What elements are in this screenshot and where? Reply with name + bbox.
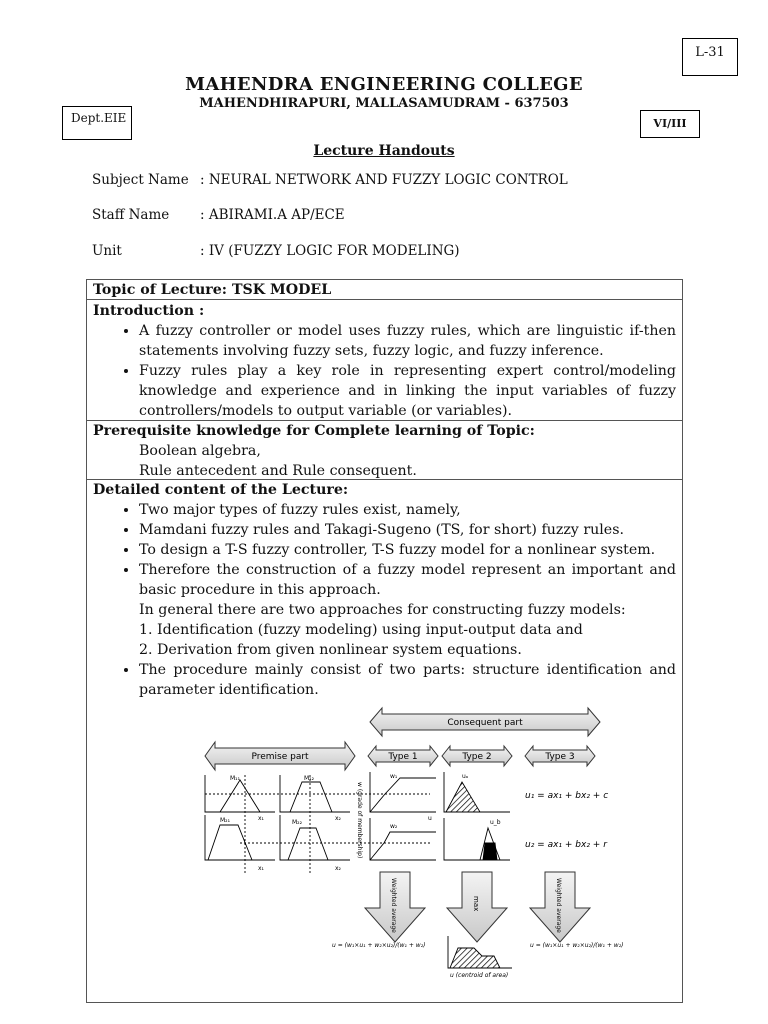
x1-label: x₁: [258, 815, 264, 822]
tsk-model-figure: [200, 700, 624, 980]
topic-value: : TSK MODEL: [221, 282, 332, 298]
x2-label-2: x₂: [335, 865, 341, 872]
consequent-part-arrow: [370, 708, 600, 736]
subject-value: : NEURAL NETWORK AND FUZZY LOGIC CONTROL: [200, 172, 568, 188]
document-heading: Lecture Handouts: [313, 143, 455, 159]
premise-labels: [220, 775, 363, 872]
detail-bullet: • Mamdani fuzzy rules and Takagi-Sugeno (TS, for short) fuzzy rules.: [139, 520, 676, 540]
intro-bullet: • Fuzzy rules play a key role in representing expert control/modeling knowledge and experience and in linking the input variables of fuzzy controllers/models to output variable (or variables).: [139, 361, 676, 421]
detail-bullet: • Therefore the construction of a fuzzy model represent an important and basic procedure in this approach.: [139, 560, 676, 600]
lecture-number-box: L-31: [682, 38, 738, 76]
weighted-average-label-2: Weighted average: [555, 878, 562, 933]
prerequisite-title: Prerequisite knowledge for Complete learning of Topic:: [93, 423, 535, 439]
staff-row: [92, 207, 345, 223]
detail-bullet: • To design a T-S fuzzy controller, T-S fuzzy model for a nonlinear system.: [139, 540, 676, 560]
topic-row: [93, 280, 676, 300]
detailed-section: [93, 480, 676, 700]
type2-arrow: [442, 746, 512, 766]
type2-label: Type 2: [462, 752, 492, 762]
subject-row: [92, 172, 568, 188]
x2-label: x₂: [335, 815, 341, 822]
detail-paragraph: 1. Identification (fuzzy modeling) using input-output data and: [139, 622, 583, 638]
down-arrow-max: [447, 872, 507, 942]
semester-box: VI/III: [640, 110, 700, 138]
type3-label: Type 3: [545, 752, 575, 762]
prerequisite-line: Rule antecedent and Rule consequent.: [139, 463, 417, 479]
introduction-title: Introduction :: [93, 303, 205, 319]
weighted-average-label: Weighted average: [390, 878, 397, 933]
ub-label: u_b: [490, 819, 501, 826]
equation-u1: u₁ = ax₁ + bx₂ + c: [525, 791, 609, 801]
college-address: MAHENDHIRAPURI, MALLASAMUDRAM - 637503: [199, 96, 569, 111]
down-arrow-weighted-right: [530, 872, 590, 942]
m12-label: M₁₂: [304, 775, 314, 782]
type1-arrow: [368, 746, 438, 766]
formula-left: u = (w₁×u₁ + w₂×u₂)/(w₁ + w₂): [332, 942, 426, 949]
u-label: u: [428, 815, 432, 822]
staff-label: Staff Name: [92, 207, 170, 223]
type1-label: Type 1: [388, 752, 418, 762]
w2-label: w₂: [390, 823, 398, 830]
equation-u2: u₂ = ax₁ + bx₂ + r: [525, 840, 607, 850]
y-axis-label: w (grade of membership): [356, 782, 363, 859]
unit-row: [92, 243, 460, 259]
type2-plots: [444, 772, 510, 860]
premise-part-arrow: [205, 742, 355, 770]
max-label: max: [472, 896, 480, 912]
m22-label: M₂₂: [292, 819, 302, 826]
type3-arrow: [525, 746, 595, 766]
formula-right: u = (w₁×u₁ + w₂×u₂)/(w₁ + w₂): [530, 942, 624, 949]
m21-label: M₂₁: [220, 817, 230, 824]
department-box: Dept.EIE: [62, 106, 132, 140]
prerequisite-section: [93, 421, 676, 481]
college-name: MAHENDRA ENGINEERING COLLEGE: [185, 74, 583, 95]
unit-value: : IV (FUZZY LOGIC FOR MODELING): [200, 243, 460, 259]
type1-plots: [370, 772, 436, 860]
detail-bullet: • Two major types of fuzzy rules exist, namely,: [139, 500, 676, 520]
aggregate-output-plot: [448, 936, 512, 968]
ua-label: uₐ: [462, 773, 469, 780]
detail-bullet: • The procedure mainly consist of two parts: structure identification and parameter identification.: [139, 660, 676, 700]
detailed-title: Detailed content of the Lecture:: [93, 482, 349, 498]
down-arrow-weighted-left: [365, 872, 425, 942]
detail-paragraph: In general there are two approaches for constructing fuzzy models:: [139, 602, 626, 618]
centroid-label: u (centroid of area): [450, 972, 509, 979]
unit-label: Unit: [92, 243, 122, 259]
detail-paragraph: 2. Derivation from given nonlinear system equations.: [139, 642, 522, 658]
introduction-section: [93, 301, 676, 421]
consequent-label: Consequent part: [447, 718, 523, 728]
m11-label: M₁₁: [230, 775, 240, 782]
topic-label: Topic of Lecture: [93, 282, 222, 298]
prerequisite-line: Boolean algebra,: [139, 443, 261, 459]
intro-bullet: • A fuzzy controller or model uses fuzzy rules, which are linguistic if-then statements involving fuzzy sets, fuzzy logic, and fuzzy inference.: [139, 321, 676, 361]
subject-label: Subject Name: [92, 172, 189, 188]
x1-label-2: x₁: [258, 865, 264, 872]
premise-label: Premise part: [251, 752, 309, 762]
w1-label: w₁: [390, 773, 398, 780]
staff-value: : ABIRAMI.A AP/ECE: [200, 207, 345, 223]
